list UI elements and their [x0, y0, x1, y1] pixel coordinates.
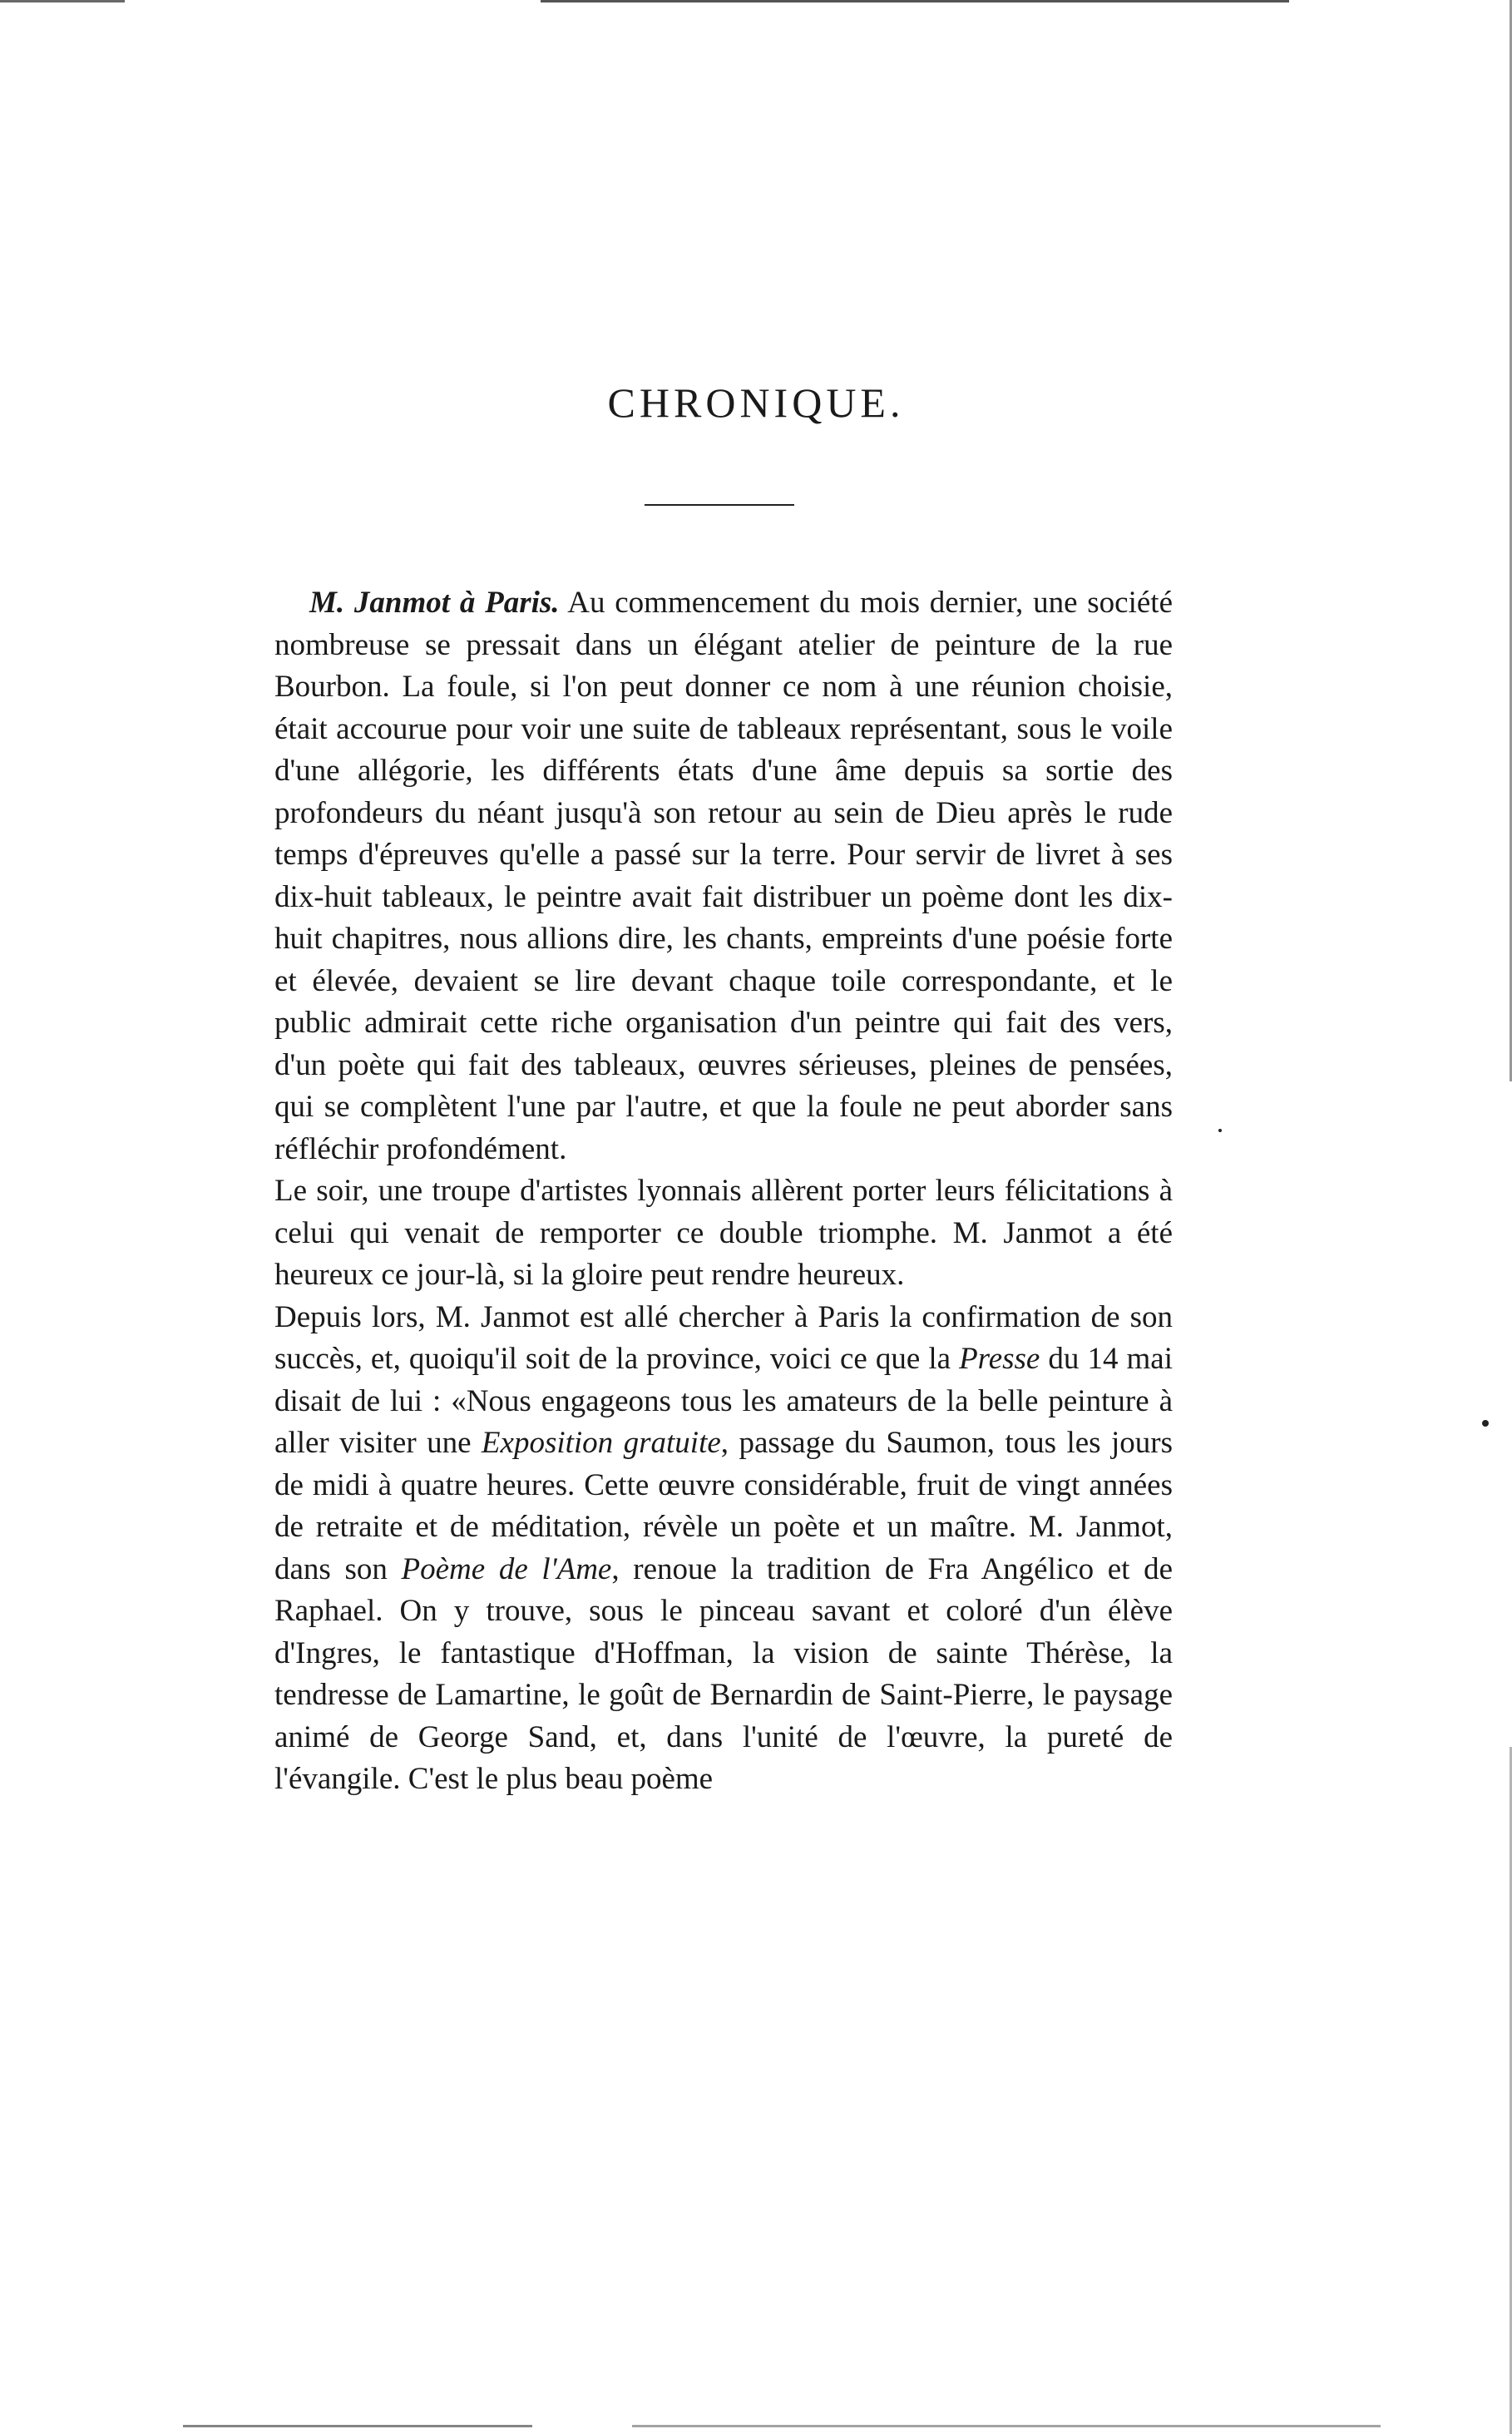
scan-artifact-bottom-left: [183, 2425, 532, 2427]
title-divider: [645, 504, 794, 506]
page-title: CHRONIQUE.: [607, 379, 905, 426]
scan-artifact-bottom: [632, 2425, 1381, 2427]
scan-artifact-top-left: [0, 0, 125, 2]
exhibition-title: Exposition gratuite: [481, 1426, 721, 1460]
paragraph-3-text-c: , passage du Saumon, tous les jours de midi à quatre heures. Cette œuvre considérable, fruit de vingt années de retraite et de méditation, révèle un poète et un maître. M. Janmot, dans son: [274, 1426, 1173, 1586]
scan-speck: [1482, 1420, 1489, 1427]
work-title: Poème de l'Ame: [401, 1551, 612, 1586]
article-body: [274, 582, 1173, 1801]
paragraph-3-text-d: , renoue la tradition de Fra Angélico et de Raphael. On y trouve, sous le pinceau savant et coloré d'un élève d'Ingres, le fantastique d'Hoffman, la vision de sainte Thérèse, la tendresse de Lamartine, le goût de Bernardin de Saint-Pierre, le paysage animé de George Sand, et, dans l'unité de l'œuvre, la pureté de l'évangile. C'est le plus beau poème: [274, 1551, 1173, 1796]
scan-artifact-top: [541, 0, 1289, 2]
section-run-in-heading: M. Janmot à Paris.: [309, 586, 560, 620]
paragraph-1: [274, 582, 1173, 1170]
newspaper-title: Presse: [959, 1342, 1040, 1376]
paragraph-3: [274, 1297, 1173, 1801]
paragraph-3-text-a: Depuis lors, M. Janmot est allé chercher à Paris la confirmation de son succès, et, quoiqu'il soit de la province, voici ce que la: [274, 1299, 1173, 1376]
paragraph-1-text: Au commencement du mois dernier, une société nombreuse se pressait dans un élégant atelier de peinture de la rue Bourbon. La foule, si l'on peut donner ce nom à une réunion choisie, était accourue pour voir une suite de tableaux représentant, sous le voile d'une allégorie, les différents états d'une âme depuis sa sortie des profondeurs du néant jusqu'à son retour au sein de Dieu après le rude temps d'épreuves qu'elle a passé sur la terre. Pour servir de livret à ses dix-huit tableaux, le peintre avait fait distribuer un poème dont les dix-huit chapitres, nous allions dire, les chants, empreints d'une poésie forte et élevée, devaient se lire devant chaque toile correspondante, et le public admirait cette riche organisation d'un peintre qui fait des vers, d'un poète qui fait des tableaux, œuvres sérieuses, pleines de pensées, qui se complètent l'une par l'autre, et que la foule ne peut aborder sans réfléchir profondément.: [274, 586, 1173, 1166]
paragraph-2: Le soir, une troupe d'artistes lyonnais allèrent porter leurs félicitations à celui qui venait de remporter ce double triomphe. M. Janmot a été heureux ce jour-là, si la gloire peut rendre heureux.: [274, 1174, 1173, 1292]
scan-speck-small: [1218, 1129, 1222, 1132]
paragraph-3-text-b: du 14 mai disait de lui : «Nous engageons tous les amateurs de la belle peinture à aller visiter une: [274, 1342, 1173, 1460]
